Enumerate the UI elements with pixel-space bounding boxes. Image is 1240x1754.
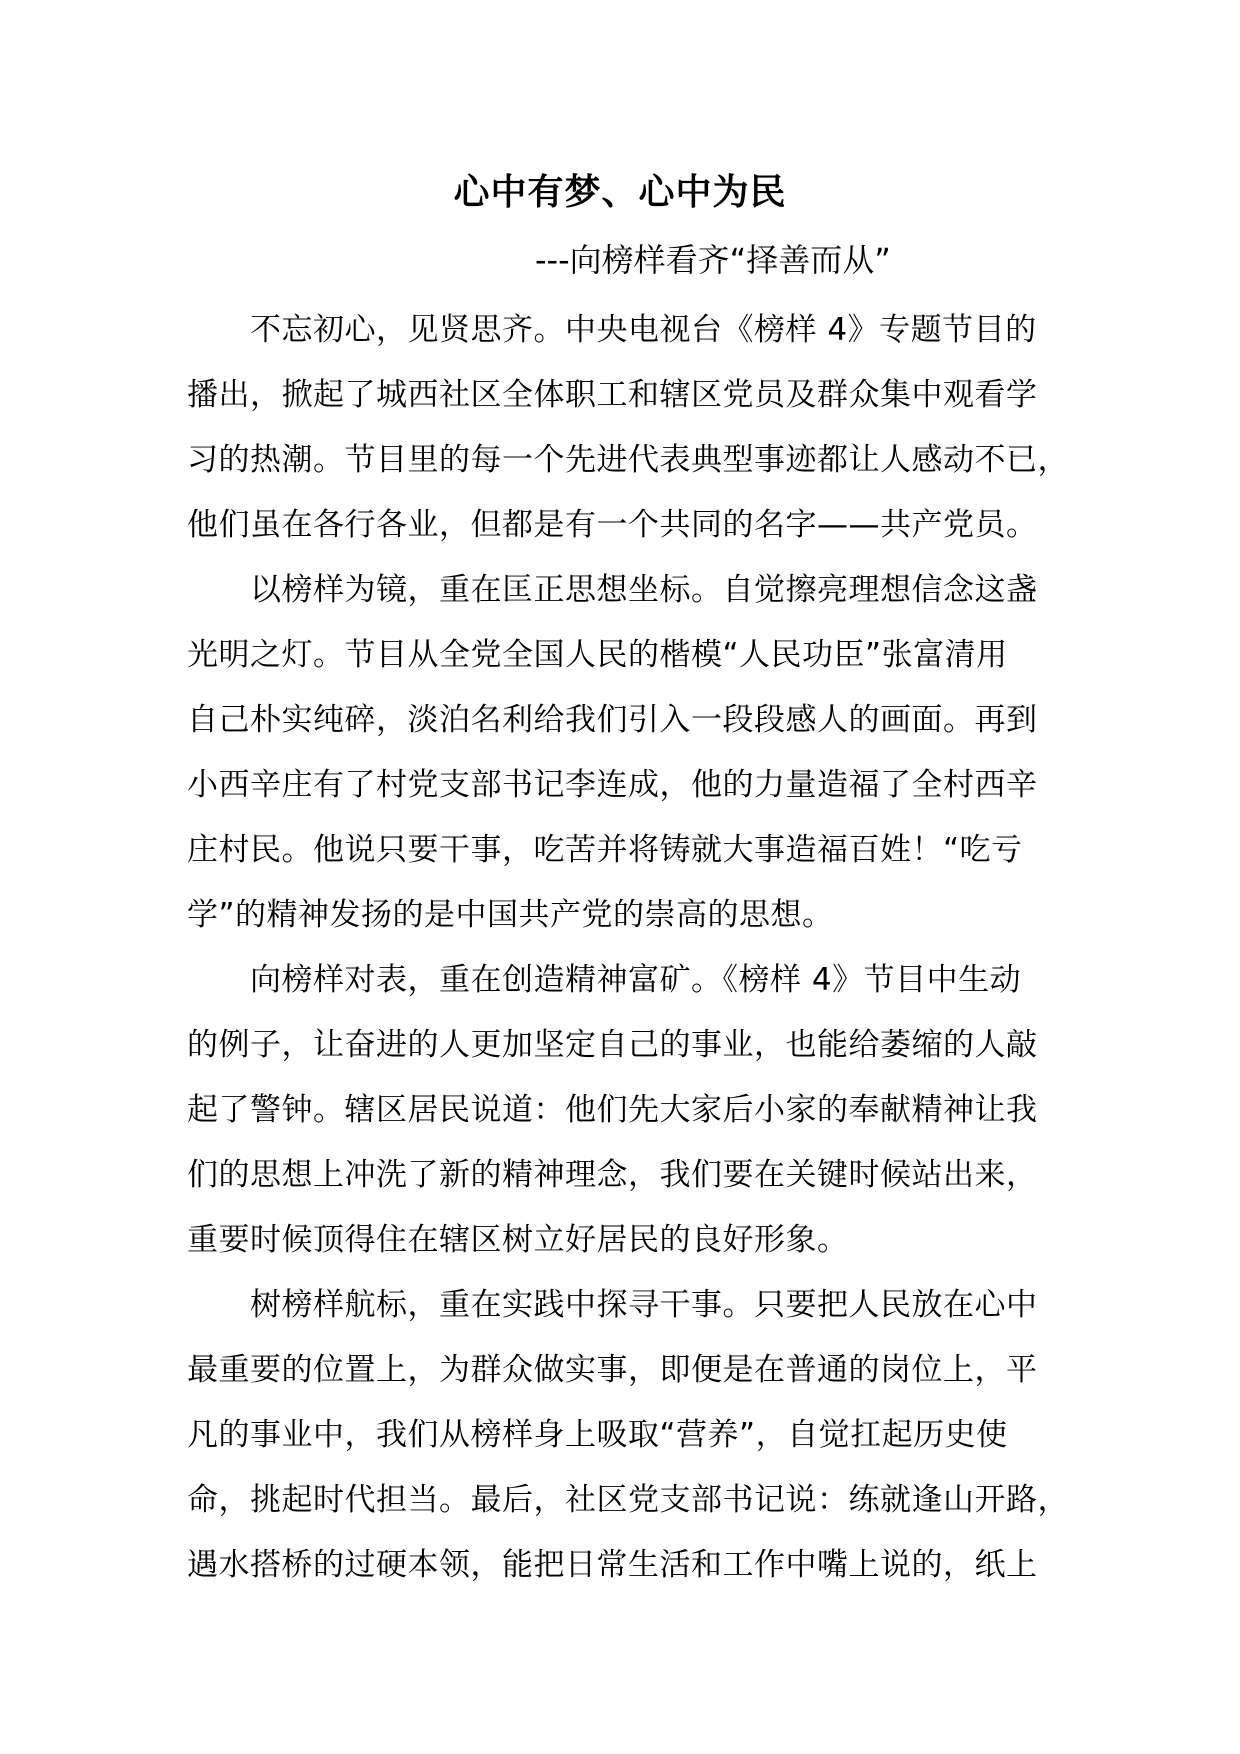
document-subtitle: ---向榜样看齐“择善而从” <box>535 241 891 279</box>
paragraph <box>187 948 1077 1273</box>
paragraph-line: 树榜样航标，重在实践中探寻干事。只要把人民放在心中 <box>250 1287 1038 1323</box>
paragraph-line: 光明之灯。节目从全党全国人民的楷模“人民功臣”张富清用 <box>187 637 1008 673</box>
document-title: 心中有梦、心中为民 <box>453 171 787 213</box>
paragraph-line: 遇水搭桥的过硬本领，能把日常生活和工作中嘴上说的，纸上 <box>187 1547 1038 1583</box>
paragraph <box>187 558 1077 948</box>
paragraph-line: 以榜样为镜，重在匡正思想坐标。自觉擦亮理想信念这盏 <box>250 572 1038 608</box>
paragraph-line: 不忘初心，见贤思齐。中央电视台《榜样 4》专题节目的 <box>250 312 1037 348</box>
paragraph-line: 起了警钟。辖区居民说道：他们先大家后小家的奉献精神让我 <box>187 1092 1038 1128</box>
document-body <box>187 298 1077 1598</box>
paragraph-line: 他们虽在各行各业，但都是有一个共同的名字——共产党员。 <box>187 507 1038 543</box>
paragraph-line: 小西辛庄有了村党支部书记李连成，他的力量造福了全村西辛 <box>187 767 1038 803</box>
paragraph-line: 习的热潮。节目里的每一个先进代表典型事迹都让人感动不已， <box>187 442 1069 478</box>
paragraph-line: 自己朴实纯碎，淡泊名利给我们引入一段段感人的画面。再到 <box>187 702 1038 738</box>
paragraph-line: 最重要的位置上，为群众做实事，即便是在普通的岗位上，平 <box>187 1352 1038 1388</box>
paragraph <box>187 298 1077 558</box>
paragraph <box>187 1273 1077 1598</box>
paragraph-line: 播出，掀起了城西社区全体职工和辖区党员及群众集中观看学 <box>187 377 1038 413</box>
paragraph-line: 的例子，让奋进的人更加坚定自己的事业，也能给萎缩的人敲 <box>187 1027 1038 1063</box>
paragraph-line: 重要时候顶得住在辖区树立好居民的良好形象。 <box>187 1222 849 1258</box>
paragraph-line: 命，挑起时代担当。最后，社区党支部书记说：练就逢山开路， <box>187 1482 1069 1518</box>
paragraph-line: 庄村民。他说只要干事，吃苦并将铸就大事造福百姓！“吃亏 <box>187 832 1023 868</box>
paragraph-line: 学”的精神发扬的是中国共产党的崇高的思想。 <box>187 897 834 933</box>
paragraph-line: 向榜样对表，重在创造精神富矿。《榜样 4》节目中生动 <box>250 962 1022 998</box>
paragraph-line: 们的思想上冲洗了新的精神理念，我们要在关键时候站出来， <box>187 1157 1038 1193</box>
paragraph-line: 凡的事业中，我们从榜样身上吸取“营养”，自觉扛起历史使 <box>187 1417 1008 1453</box>
